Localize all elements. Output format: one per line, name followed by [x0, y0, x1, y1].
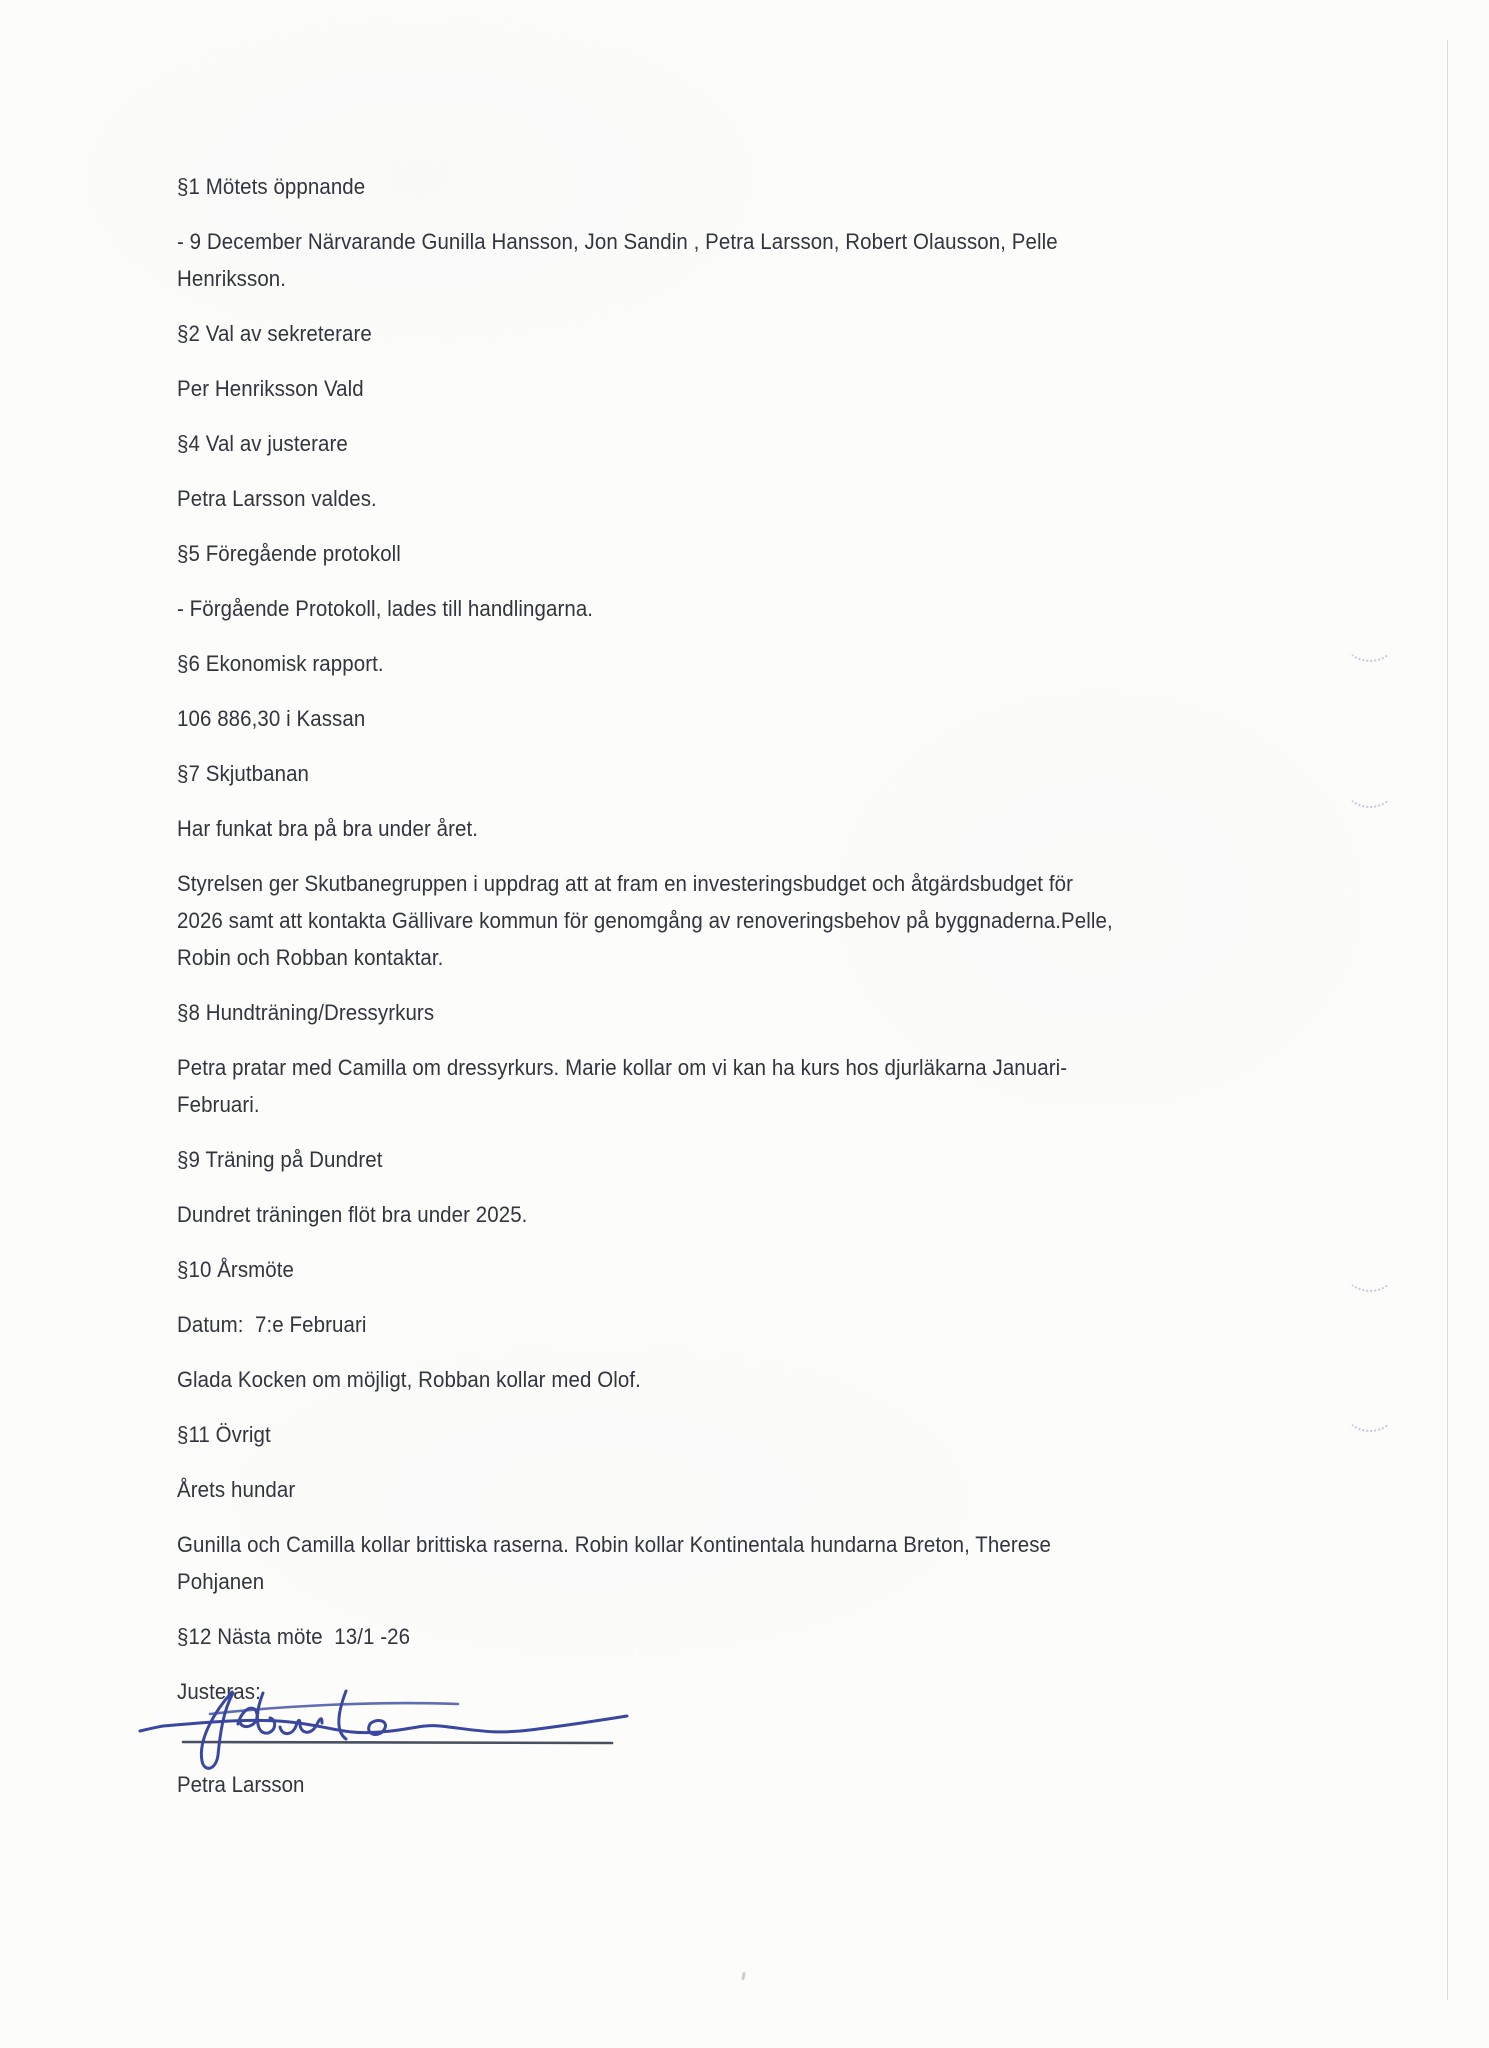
paragraph-s6-body — [177, 700, 1357, 737]
paragraph-s4-heading — [177, 425, 1357, 462]
paragraph-s2-body — [177, 370, 1357, 407]
paragraph-s11-body-1 — [177, 1471, 1357, 1508]
text-line: §4 Val av justerare — [177, 431, 348, 456]
paragraph-s12-heading — [177, 1618, 1357, 1655]
paragraph-s6-heading — [177, 645, 1357, 682]
scan-speck — [741, 1972, 746, 1980]
text-line: §9 Träning på Dundret — [177, 1147, 383, 1172]
text-line: Henriksson. — [177, 266, 287, 291]
text-line: §5 Föregående protokoll — [177, 541, 401, 566]
paragraph-s10-body-1 — [177, 1306, 1357, 1343]
scanner-edge-line — [1447, 40, 1448, 2000]
signature-underline — [183, 1742, 612, 1743]
text-line: Petra Larsson valdes. — [177, 486, 377, 511]
paragraph-s10-heading — [177, 1251, 1357, 1288]
text-line: Datum: 7:e Februari — [177, 1312, 367, 1337]
text-line: - Förgående Protokoll, lades till handlingarna. — [177, 596, 594, 621]
text-line: §11 Övrigt — [177, 1422, 271, 1447]
paragraph-s1-body — [177, 223, 1357, 297]
text-line: Gunilla och Camilla kollar brittiska raserna. Robin kollar Kontinentala hundarna Breton, Therese — [177, 1532, 1052, 1557]
text-line: Årets hundar — [177, 1477, 296, 1502]
paragraph-s11-body-2 — [177, 1526, 1357, 1600]
paragraph-s10-body-2 — [177, 1361, 1357, 1398]
paragraph-s8-heading — [177, 994, 1357, 1031]
text-line: §7 Skjutbanan — [177, 761, 310, 786]
text-line: Robin och Robban kontaktar. — [177, 945, 444, 970]
text-line: §2 Val av sekreterare — [177, 321, 372, 346]
paragraph-s9-body — [177, 1196, 1357, 1233]
scan-smudge-arc — [1345, 1254, 1395, 1292]
text-line: Petra pratar med Camilla om dressyrkurs. Marie kollar om vi kan ha kurs hos djurläkarna Januari- — [177, 1055, 1068, 1080]
text-line: Styrelsen ger Skutbanegruppen i uppdrag att at fram en investeringsbudget och åtgärdsbudget för — [177, 871, 1074, 896]
paragraph-s5-body — [177, 590, 1357, 627]
paragraph-s7-body-1 — [177, 810, 1357, 847]
text-line: Dundret träningen flöt bra under 2025. — [177, 1202, 528, 1227]
paragraph-s11-heading — [177, 1416, 1357, 1453]
text-line: §8 Hundträning/Dressyrkurs — [177, 1000, 435, 1025]
text-line: Har funkat bra på bra under året. — [177, 816, 479, 841]
text-line: §6 Ekonomisk rapport. — [177, 651, 384, 676]
signer-name: Petra Larsson — [177, 1772, 305, 1797]
text-line: Pohjanen — [177, 1569, 265, 1594]
paragraph-s4-body — [177, 480, 1357, 517]
paragraph-s7-heading — [177, 755, 1357, 792]
paragraph-s2-heading — [177, 315, 1357, 352]
text-line: 2026 samt att kontakta Gällivare kommun för genomgång av renoveringsbehov på byggnaderna.Pelle, — [177, 908, 1113, 933]
text-line: §1 Mötets öppnande — [177, 174, 366, 199]
paragraph-s8-body — [177, 1049, 1357, 1123]
paragraph-s5-heading — [177, 535, 1357, 572]
paragraph-s1-heading — [177, 168, 1357, 205]
scan-smudge-arc — [1345, 1394, 1395, 1432]
text-line: Glada Kocken om möjligt, Robban kollar med Olof. — [177, 1367, 641, 1392]
text-line: 106 886,30 i Kassan — [177, 706, 366, 731]
paragraph-s7-body-2 — [177, 865, 1357, 976]
text-line: Justeras: — [177, 1679, 261, 1704]
document-body — [177, 168, 1357, 1728]
text-line: §12 Nästa möte 13/1 -26 — [177, 1624, 411, 1649]
text-line: - 9 December Närvarande Gunilla Hansson, Jon Sandin , Petra Larsson, Robert Olausson, Pelle — [177, 229, 1058, 254]
scan-smudge-arc — [1345, 770, 1395, 808]
text-line: Per Henriksson Vald — [177, 376, 364, 401]
scan-smudge-arc — [1345, 624, 1395, 662]
paragraph-s9-heading — [177, 1141, 1357, 1178]
text-line: Februari. — [177, 1092, 260, 1117]
text-line: §10 Årsmöte — [177, 1257, 295, 1282]
